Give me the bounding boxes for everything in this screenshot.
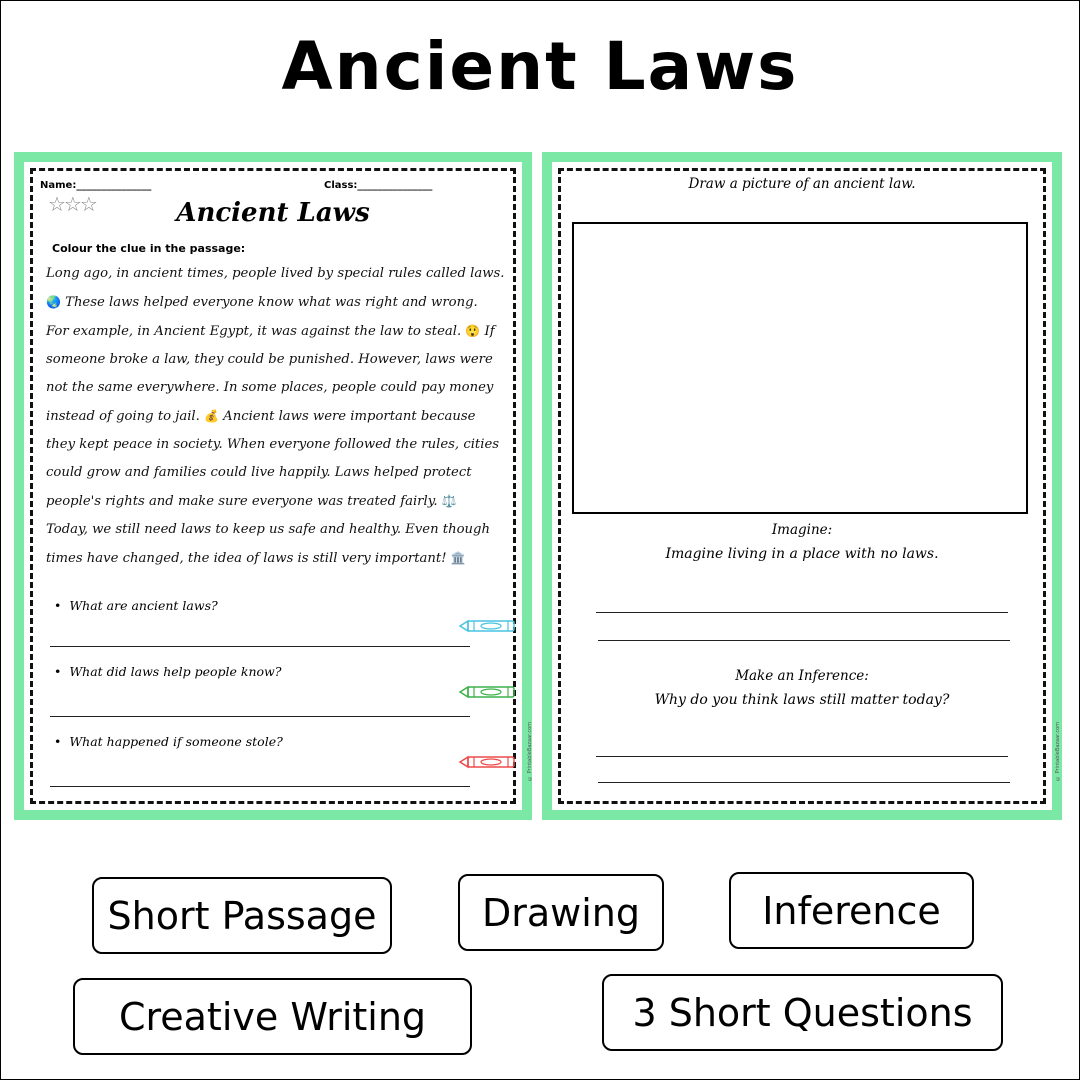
answer-line[interactable] [598,782,1010,783]
rating-stars: ☆☆☆ [48,192,96,216]
imagine-heading: Imagine: [771,522,833,538]
inference-prompt: Why do you think laws still matter today? [654,692,950,708]
answer-line[interactable] [50,786,470,787]
answer-line[interactable] [598,640,1010,641]
watermark: © PrintableBazaar.com [527,722,533,781]
worksheet-activity-page [542,152,1062,820]
page-title: Ancient Laws [281,28,799,105]
worksheet-title: Ancient Laws [176,198,370,228]
answer-line[interactable] [596,756,1008,757]
passage-line: they kept peace in society. When everyone followed the rules, cities [46,437,500,452]
classical-building-icon: 🏛️ [450,551,466,565]
passage-line: times have changed, the idea of laws is still very important! 🏛️ [46,551,466,566]
passage-line: For example, in Ancient Egypt, it was against the law to steal. 😲 If [46,324,495,339]
tag-short-passage: Short Passage [92,877,392,954]
instruction-text: Colour the clue in the passage: [52,242,246,255]
passage-line: not the same everywhere. In some places, people could pay money [46,380,494,395]
crayon-blue-icon [458,618,518,634]
question-3: • What happened if someone stole? [54,734,283,749]
surprised-face-icon: 😲 [465,324,481,338]
scales-icon: ⚖️ [441,494,457,508]
answer-line[interactable] [50,716,470,717]
tag-creative-writing: Creative Writing [73,978,472,1055]
answer-line[interactable] [50,646,470,647]
watermark: © PrintableBazaar.com [1055,722,1061,781]
crayon-green-icon [458,684,518,700]
passage-line: instead of going to jail. 💰 Ancient laws were important because [46,409,476,424]
passage-line: Long ago, in ancient times, people lived by special rules called laws. [46,266,505,281]
answer-line[interactable] [596,612,1008,613]
passage-line: people's rights and make sure everyone was treated fairly. ⚖️ [46,494,457,509]
question-1: • What are ancient laws? [54,598,218,613]
tag-inference: Inference [729,872,974,949]
name-label: Name:_______________ [40,180,152,191]
inference-heading: Make an Inference: [735,668,869,684]
reading-passage [46,260,518,573]
passage-line: someone broke a law, they could be punished. However, laws were [46,352,493,367]
globe-icon: 🌏 [46,295,61,309]
worksheet-passage-page [14,152,532,820]
passage-line: could grow and families could live happily. Laws helped protect [46,465,472,480]
passage-line: Today, we still need laws to keep us safe and healthy. Even though [46,522,490,537]
question-2: • What did laws help people know? [54,664,282,679]
imagine-prompt: Imagine living in a place with no laws. [665,546,939,562]
tag-3-short-questions: 3 Short Questions [602,974,1003,1051]
money-bag-icon: 💰 [204,409,219,423]
tag-drawing: Drawing [458,874,664,951]
class-label: Class:_______________ [324,180,433,191]
passage-line: 🌏 These laws helped everyone know what was right and wrong. [46,295,478,310]
drawing-box[interactable] [572,222,1028,514]
crayon-red-icon [458,754,518,770]
draw-prompt: Draw a picture of an ancient law. [688,176,916,192]
